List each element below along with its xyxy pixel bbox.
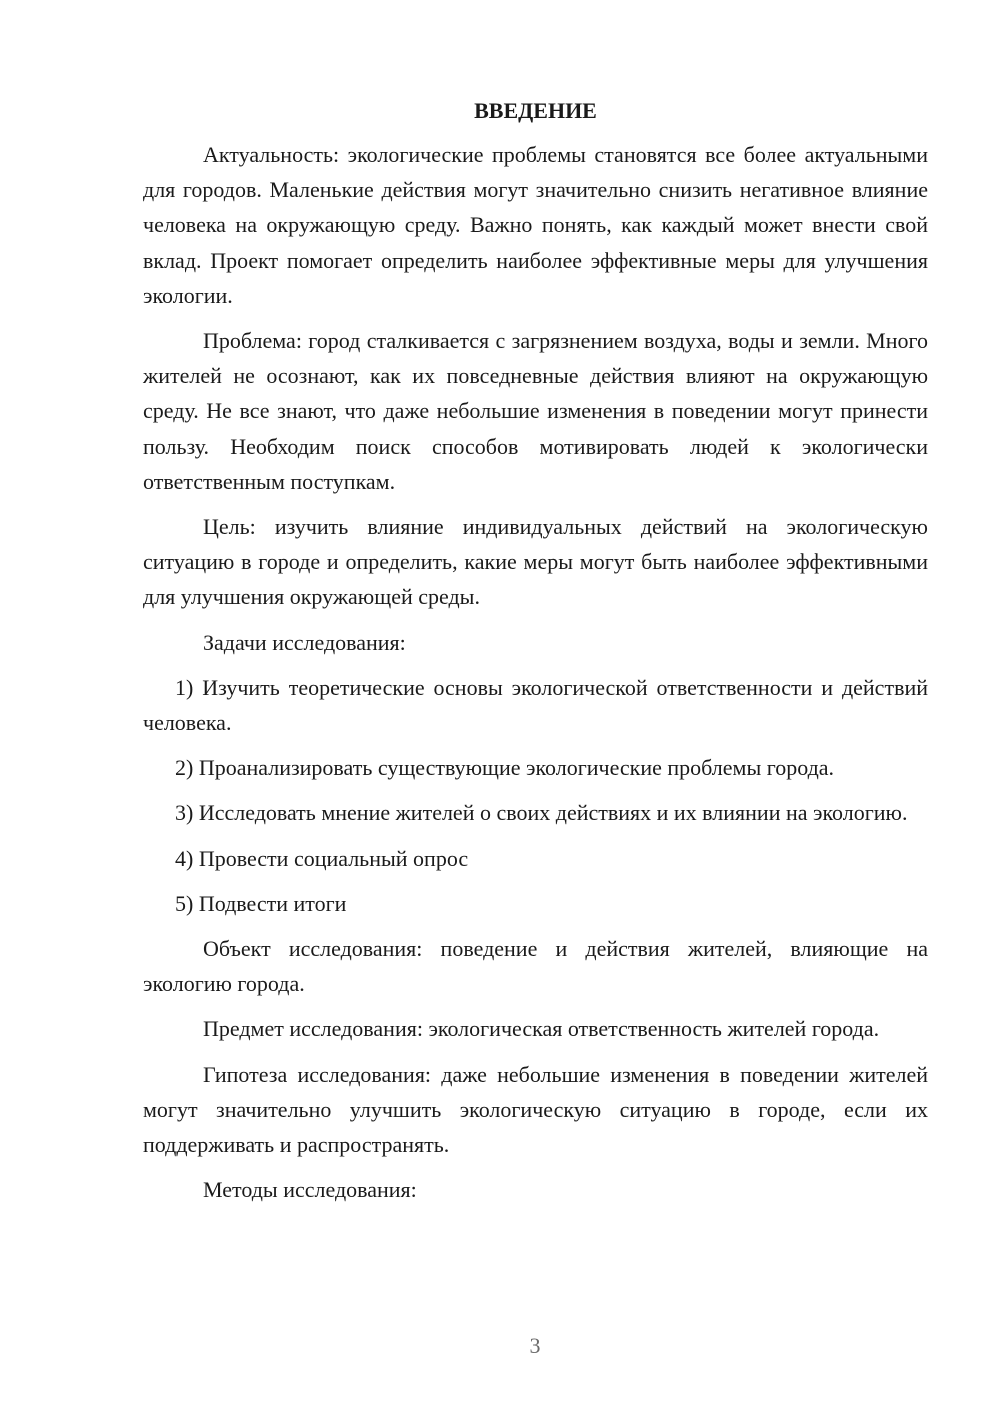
methods-heading: Методы исследования: [203, 1177, 417, 1203]
page-number: 3 [529, 1333, 541, 1358]
goal-paragraph: Цель: изучить влияние индивидуальных действий на экологическую ситуацию в городе и определить, какие меры могут быть наиболее эффективными для улучшения окружающей среды. [143, 514, 928, 610]
task-item-5: 5) Подвести итоги [175, 890, 347, 916]
task-item-2: 2) Проанализировать существующие экологические проблемы города. [175, 755, 835, 781]
task-item-3: 3) Исследовать мнение жителей о своих действиях и их влиянии на экологию. [175, 800, 908, 826]
relevance-paragraph: Актуальность: экологические проблемы становятся все более актуальными для городов. Маленькие действия могут значительно снизить негативное влияние человека на окружающую среду. Важно понять, как каждый может внести свой вклад. Проект помогает определить наиболее эффективные меры для улучшения экологии. [143, 142, 928, 308]
subject-paragraph: Предмет исследования: экологическая ответственность жителей города. [203, 1016, 880, 1042]
task-item-1: 1) Изучить теоретические основы экологической ответственности и действий человека. [143, 674, 928, 736]
document-page [143, 96, 928, 1217]
task-item-4: 4) Провести социальный опрос [175, 845, 469, 871]
problem-paragraph: Проблема: город сталкивается с загрязнением воздуха, воды и земли. Много жителей не осознают, как их повседневные действия влияют на окружающую среду. Не все знают, что даже небольшие изменения в поведении могут принести пользу. Необходим поиск способов мотивировать людей к экологически ответственным поступкам. [143, 328, 928, 494]
tasks-heading: Задачи исследования: [203, 629, 406, 655]
section-title: ВВЕДЕНИЕ [474, 98, 597, 123]
hypothesis-paragraph: Гипотеза исследования: даже небольшие изменения в поведении жителей могут значительно улучшить экологическую ситуацию в городе, если их поддерживать и распространять. [143, 1061, 928, 1158]
object-paragraph: Объект исследования: поведение и действия жителей, влияющие на экологию города. [143, 936, 928, 997]
